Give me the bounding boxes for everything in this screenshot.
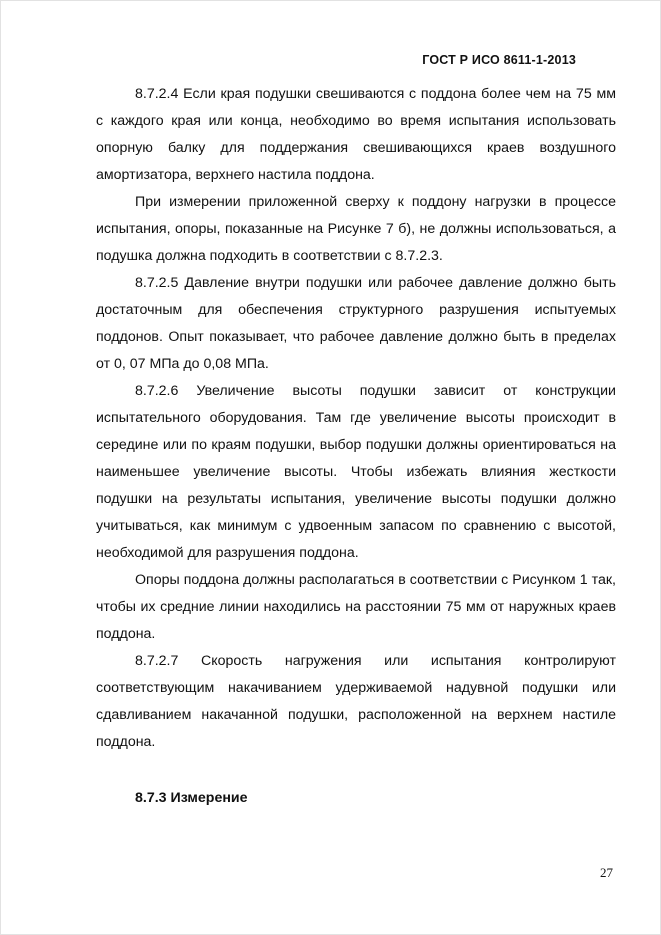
paragraph-8-7-2-5: 8.7.2.5 Давление внутри подушки или рабочее давление должно быть достаточным для обеспечения структурного разрушения испытуемых поддонов. Опыт показывает, что рабочее давление должно быть в пределах от 0, 07 МПа до 0,08 МПа. [96,275,616,372]
standard-header: ГОСТ Р ИСО 8611-1-2013 [422,53,576,67]
page-body [96,81,616,812]
paragraph-pallet-supports: Опоры поддона должны располагаться в соответствии с Рисунком 1 так, чтобы их средние линии находились на расстоянии 75 мм от наружных краев поддона. [96,572,616,642]
section-heading-8-7-3: 8.7.3 Измерение [135,790,248,806]
paragraph-8-7-2-4: 8.7.2.4 Если края подушки свешиваются с поддона более чем на 75 мм с каждого края или конца, необходимо во время испытания использовать опорную балку для поддержания свешивающихся краев воздушного амортизатора, верхнего настила поддона. [96,86,616,183]
page-number: 27 [600,865,613,880]
paragraph-8-7-2-7: 8.7.2.7 Скорость нагружения или испытания контролируют соответствующим накачиванием удерживаемой надувной подушки или сдавливанием накачанной подушки, расположенной на верхнем настиле поддона. [96,653,616,750]
paragraph-supports-note: При измерении приложенной сверху к поддону нагрузки в процессе испытания, опоры, показанные на Рисунке 7 б), не должны использоваться, а подушка должна подходить в соответствии с 8.7.2.3. [96,194,616,264]
paragraph-8-7-2-6: 8.7.2.6 Увеличение высоты подушки зависит от конструкции испытательного оборудования. Там где увеличение высоты происходит в середине или по краям подушки, выбор подушки должны ориентироваться на наименьшее увеличение высоты. Чтобы избежать влияния жесткости подушки на результаты испытания, увеличение высоты подушки должно учитываться, как минимум с удвоенным запасом по сравнению с высотой, необходимой для разрушения поддона. [96,383,616,561]
